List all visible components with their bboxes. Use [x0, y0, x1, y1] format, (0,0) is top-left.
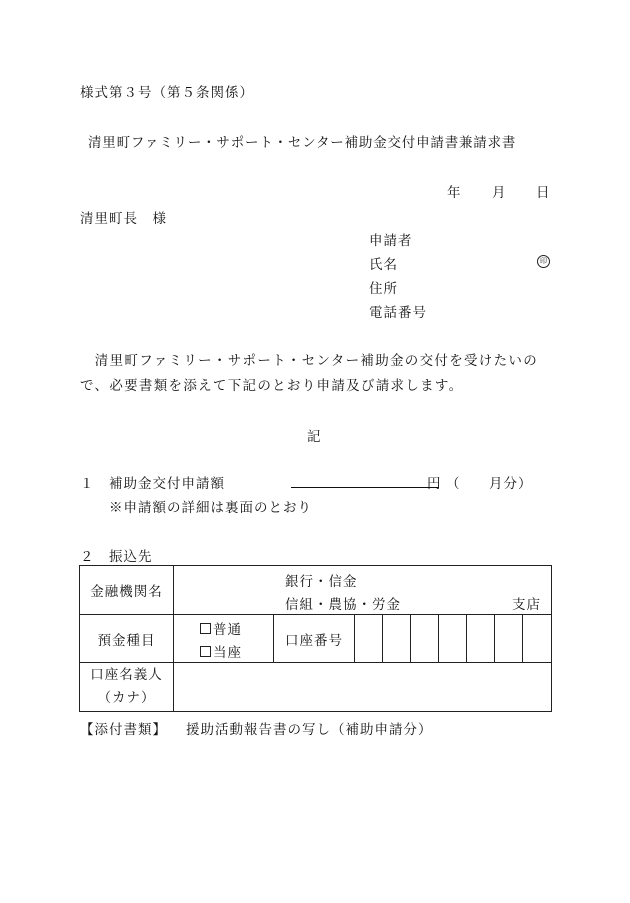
yen-label: 円 — [427, 476, 441, 492]
account-digit-cell[interactable] — [355, 615, 383, 663]
account-digit-cell[interactable] — [495, 615, 523, 663]
item2-label: 振込先 — [109, 549, 153, 565]
item2-number: ２ — [80, 549, 95, 565]
institution-label: 金融機関名 — [80, 566, 174, 615]
attachments-label: 【添付書類】 — [80, 722, 167, 738]
institution-cell[interactable] — [174, 566, 552, 615]
paren-open: （ — [446, 476, 461, 492]
applicant-heading: 申請者 — [369, 233, 413, 249]
body-text: 清里町ファミリー・サポート・センター補助金の交付を受けたいので、必要書類を添えて下記のとおり申請及び請求します。 — [80, 353, 538, 394]
deposit-option-ordinary[interactable] — [200, 618, 242, 638]
seal-mark: 印 — [537, 255, 550, 268]
date-day: 日 — [536, 185, 551, 201]
deposit-option-current[interactable] — [200, 641, 242, 661]
month-part-label: 月分） — [489, 476, 533, 492]
applicant-address-label: 住所 — [369, 281, 398, 297]
applicant-phone-label: 電話番号 — [369, 305, 427, 321]
amount-field[interactable] — [291, 472, 439, 488]
deposit-option-ordinary-label: 普通 — [213, 622, 242, 638]
attachments-text: 援助活動報告書の写し（補助申請分） — [186, 722, 433, 738]
account-number-label: 口座番号 — [274, 615, 355, 663]
institution-line1: 銀行・信金 — [285, 574, 358, 590]
applicant-block — [369, 229, 427, 325]
account-holder-kana-label: （カナ） — [97, 690, 156, 706]
date-month: 月 — [492, 185, 507, 201]
document-title: 清里町ファミリー・サポート・センター補助金交付申請書兼請求書 — [88, 135, 517, 151]
bank-table — [79, 565, 552, 712]
ki-heading: 記 — [307, 429, 322, 445]
account-holder-label: 口座名義人 — [90, 667, 163, 683]
institution-line2: 信組・農協・労金 — [285, 597, 401, 613]
checkbox-icon[interactable] — [200, 623, 211, 634]
item1-label: 補助金交付申請額 — [109, 476, 225, 492]
account-holder-field[interactable] — [174, 663, 552, 712]
deposit-option-current-label: 当座 — [213, 645, 242, 661]
applicant-name-label: 氏名 — [369, 257, 398, 273]
branch-label: 支店 — [512, 597, 542, 613]
account-holder-label-cell — [80, 663, 174, 712]
item1-number: １ — [80, 476, 95, 492]
form-number: 様式第３号（第５条関係） — [80, 85, 254, 101]
deposit-type-cell — [174, 615, 274, 663]
deposit-type-label: 預金種目 — [80, 615, 174, 663]
account-digit-cell[interactable] — [523, 615, 552, 663]
checkbox-icon[interactable] — [200, 646, 211, 657]
account-digit-cell[interactable] — [383, 615, 411, 663]
addressee: 清里町長 様 — [80, 211, 167, 227]
date-year: 年 — [447, 185, 462, 201]
account-digit-cell[interactable] — [411, 615, 439, 663]
item1-note: ※申請額の詳細は裏面のとおり — [109, 500, 312, 516]
account-digit-cell[interactable] — [467, 615, 495, 663]
account-digit-cell[interactable] — [439, 615, 467, 663]
